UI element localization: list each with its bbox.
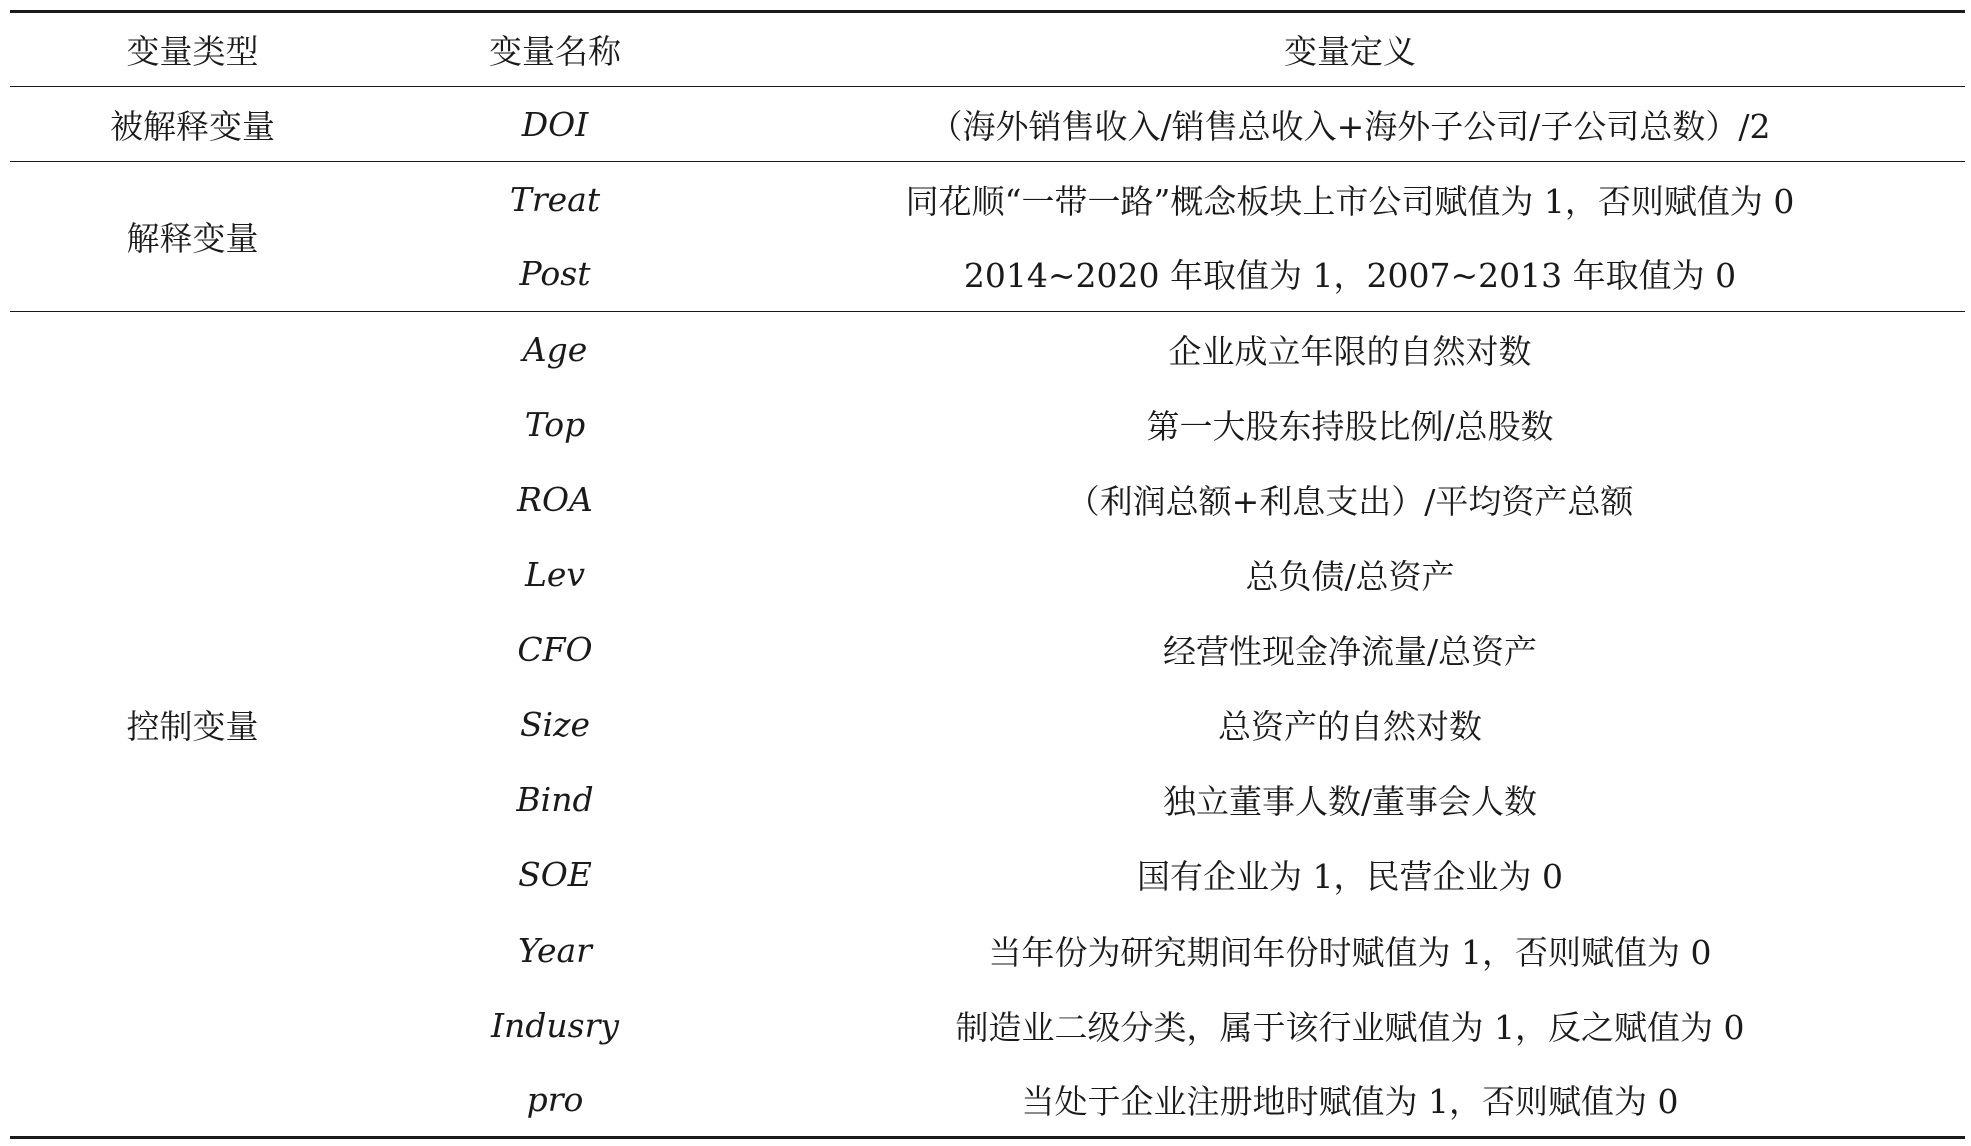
- variable-definition-cell: 当处于企业注册地时赋值为 1，否则赋值为 0: [735, 1063, 1965, 1138]
- header-variable-definition: 变量定义: [735, 12, 1965, 87]
- table-header-row: [10, 12, 1965, 87]
- variable-definition-cell: 国有企业为 1，民营企业为 0: [1137, 857, 1563, 897]
- variable-name-cell: SOE: [518, 855, 592, 895]
- variable-definition-cell: （海外销售收入/销售总收入+海外子公司/子公司总数）/2: [735, 87, 1965, 162]
- variable-name-cell: DOI: [375, 87, 735, 162]
- variable-definition-cell: 当年份为研究期间年份时赋值为 1，否则赋值为 0: [988, 932, 1712, 972]
- variable-name-cell: Treat: [375, 162, 735, 237]
- table-row: [10, 312, 1965, 387]
- variable-name-cell: Size: [519, 705, 591, 745]
- variable-definition-cell: 2014~2020 年取值为 1，2007~2013 年取值为 0: [963, 256, 1737, 296]
- variable-definition-cell: 制造业二级分类，属于该行业赋值为 1，反之赋值为 0: [955, 1007, 1745, 1047]
- header-variable-name: 变量名称: [375, 12, 735, 87]
- variable-name-cell: ROA: [517, 480, 593, 520]
- variable-definition-cell: 独立董事人数/董事会人数: [1162, 782, 1538, 822]
- table-row: [10, 87, 1965, 162]
- variable-name-cell: Post: [519, 254, 591, 294]
- variable-name-cell: Lev: [524, 555, 586, 595]
- variable-definition-cell: 企业成立年限的自然对数: [735, 312, 1965, 387]
- variable-name-cell: pro: [375, 1063, 735, 1138]
- header-variable-type: 变量类型: [10, 12, 375, 87]
- table-body: [10, 87, 1965, 1138]
- variable-definition-cell: 经营性现金净流量/总资产: [1162, 632, 1538, 672]
- table-row: [10, 162, 1965, 237]
- variable-name-cell: Indusry: [490, 1005, 620, 1045]
- variable-name-cell: Year: [518, 930, 592, 970]
- variable-type-cell: 被解释变量: [10, 87, 375, 162]
- variable-name-cell: Age: [375, 312, 735, 387]
- variable-type-cell: 解释变量: [10, 162, 375, 312]
- variable-type-cell: 控制变量: [10, 312, 375, 1138]
- variable-definition-cell: （利润总额+利息支出）/平均资产总额: [1066, 482, 1634, 522]
- variable-definition-table-container: [10, 10, 1965, 1139]
- variable-definition-cell: 总资产的自然对数: [1218, 707, 1482, 747]
- variable-name-cell: CFO: [517, 630, 593, 670]
- variable-name-cell: Top: [524, 404, 586, 444]
- variable-definition-table: [10, 10, 1965, 1139]
- variable-name-cell: Bind: [516, 780, 594, 820]
- variable-definition-cell: 同花顺“一带一路”概念板块上市公司赋值为 1，否则赋值为 0: [735, 162, 1965, 237]
- variable-definition-cell: 第一大股东持股比例/总股数: [1146, 406, 1554, 446]
- variable-definition-cell: 总负债/总资产: [1245, 557, 1455, 597]
